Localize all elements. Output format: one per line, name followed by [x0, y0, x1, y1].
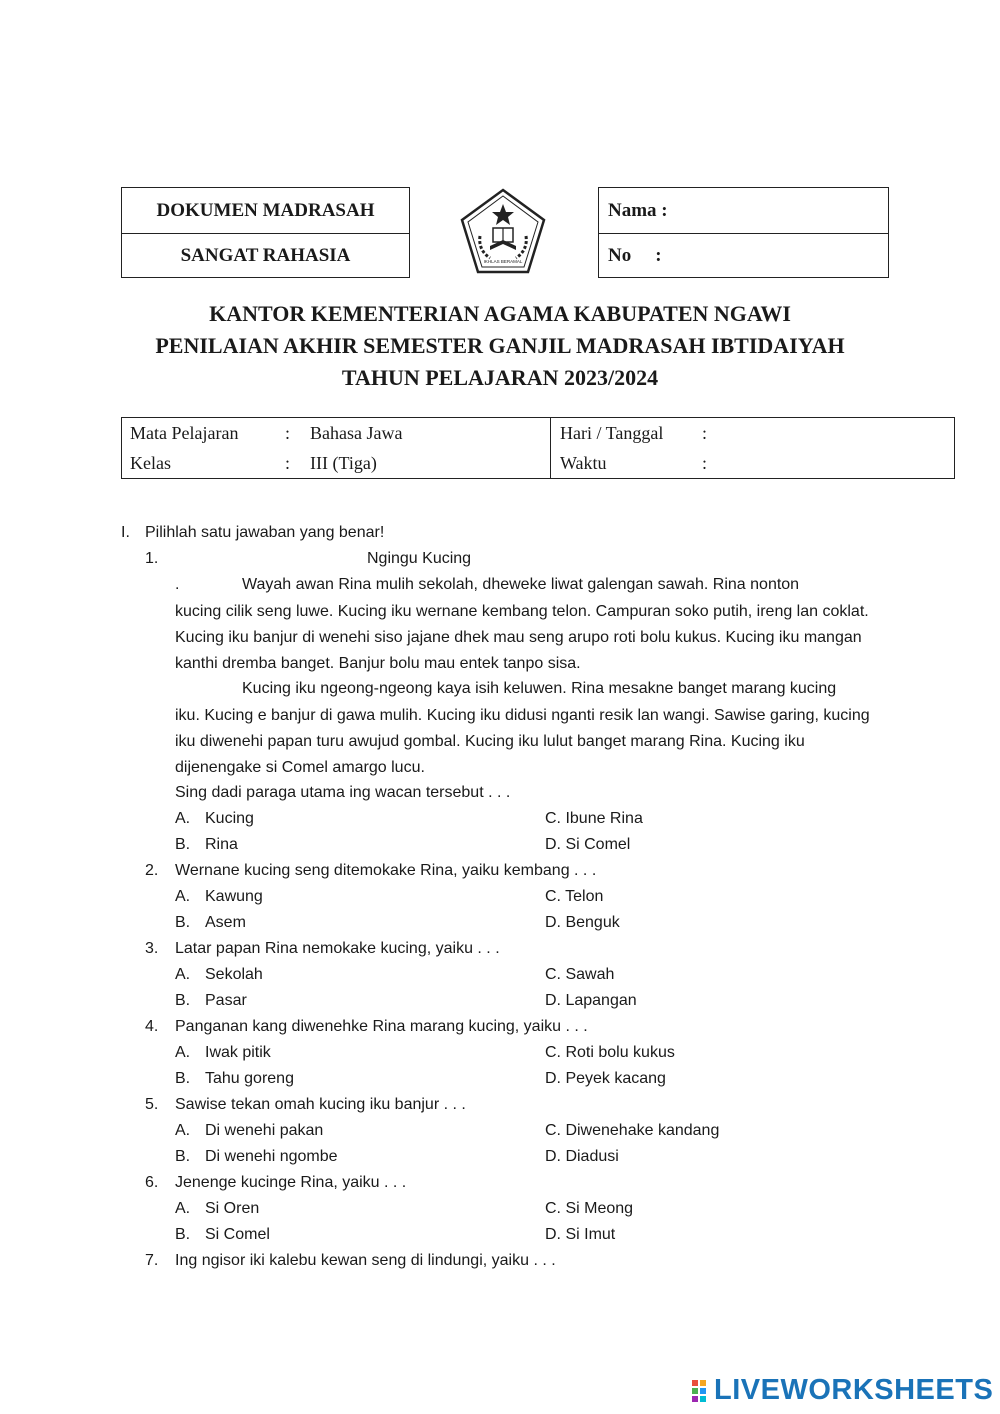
document-status-box: [121, 187, 410, 278]
option-c[interactable]: C. Roti bolu kukus: [545, 1044, 675, 1061]
section-instruction: Pilihlah satu jawaban yang benar!: [145, 524, 385, 541]
question-text: Latar papan Rina nemokake kucing, yaiku . . .: [175, 940, 500, 957]
section-number: I.: [121, 524, 130, 541]
passage-p1-first: Wayah awan Rina mulih sekolah, dheweke liwat galengan sawah. Rina nonton: [242, 576, 800, 593]
question-number: 1.: [145, 550, 159, 567]
question-text: Ing ngisor iki kalebu kewan seng di lindungi, yaiku . . .: [175, 1252, 556, 1269]
option-a[interactable]: Di wenehi pakan: [205, 1122, 324, 1139]
passage-p2-first: Kucing iku ngeong-ngeong kaya isih keluwen. Rina mesakne banget marang kucing: [242, 680, 837, 697]
brand-text: LIVEWORKSHEETS: [714, 1373, 994, 1406]
option-a[interactable]: Sekolah: [205, 966, 263, 983]
question-text: Wernane kucing seng ditemokake Rina, yaiku kembang . . .: [175, 862, 597, 879]
day-date-label: Hari / Tanggal: [560, 423, 664, 443]
time-label: Waktu: [560, 453, 607, 473]
option-c[interactable]: C. Sawah: [545, 966, 615, 983]
class-label: Kelas: [130, 453, 171, 473]
option-a[interactable]: Si Oren: [205, 1200, 260, 1217]
option-c[interactable]: C. Si Meong: [545, 1200, 634, 1217]
doc-label: DOKUMEN MADRASAH: [156, 199, 375, 221]
option-c[interactable]: C. Telon: [545, 888, 604, 905]
subject-value: Bahasa Jawa: [310, 423, 403, 443]
option-d[interactable]: D. Si Comel: [545, 836, 631, 853]
option-b[interactable]: Pasar: [205, 992, 247, 1009]
name-field[interactable]: Nama :: [608, 199, 668, 221]
question-text: Panganan kang diwenehke Rina marang kucing, yaiku . . .: [175, 1018, 588, 1035]
passage-p2-rest: iku. Kucing e banjur di gawa mulih. Kucing iku didusi nganti resik lan wangi. Sawise garing, kucing iku diwenehi papan turu awujud gombal. Kucing iku lulut banget marang Rina. Kucing iku dijenengake si Comel amargo lucu.: [175, 707, 870, 776]
exam-title: PENILAIAN AKHIR SEMESTER GANJIL MADRASAH IBTIDAIYAH: [155, 333, 845, 358]
question-text: Sing dadi paraga utama ing wacan tersebut . . .: [175, 784, 511, 801]
option-d[interactable]: D. Benguk: [545, 914, 620, 931]
option-d[interactable]: D. Si Imut: [545, 1226, 616, 1243]
ministry-emblem-icon: [458, 186, 548, 276]
option-a[interactable]: Kawung: [205, 888, 263, 905]
option-d[interactable]: D. Peyek kacang: [545, 1070, 666, 1087]
option-b[interactable]: Di wenehi ngombe: [205, 1148, 338, 1165]
question-number: 6.: [145, 1174, 159, 1191]
liveworksheets-grid-icon: [692, 1378, 714, 1402]
subject-label: Mata Pelajaran: [130, 423, 239, 443]
option-b[interactable]: Tahu goreng: [205, 1070, 294, 1087]
option-d[interactable]: D. Lapangan: [545, 992, 637, 1009]
question-number: 7.: [145, 1252, 159, 1269]
student-identity-box: [598, 187, 889, 278]
class-value: III (Tiga): [310, 453, 377, 473]
option-c[interactable]: C. Ibune Rina: [545, 810, 643, 827]
option-a[interactable]: Iwak pitik: [205, 1044, 271, 1061]
school-year: TAHUN PELAJARAN 2023/2024: [341, 365, 659, 390]
svg-text:IKHLAS BERAMAL: IKHLAS BERAMAL: [483, 259, 523, 264]
option-b[interactable]: Asem: [205, 914, 246, 931]
passage-p1-rest: kucing cilik seng luwe. Kucing iku wernane kembang telon. Campuran soko putih, ireng lan coklat. Kucing iku banjur di wenehi siso jajane dhek mau seng arupo roti bolu kukus. Kucing iku mangan kanthi dremba banget. Banjur bolu mau entek tanpo sisa.: [175, 603, 869, 672]
option-a[interactable]: Kucing: [205, 810, 254, 827]
question-number: 3.: [145, 940, 159, 957]
exam-info-table: Mata Pelajaran : Bahasa Jawa Kelas : III (Tiga) Hari / Tanggal : Waktu :: [121, 417, 955, 479]
question-number: 4.: [145, 1018, 159, 1035]
number-field[interactable]: No :: [599, 233, 888, 278]
office-title: KANTOR KEMENTERIAN AGAMA KABUPATEN NGAWI: [209, 301, 791, 326]
question-number: 2.: [145, 862, 159, 879]
passage-title: Ngingu Kucing: [367, 550, 472, 567]
option-b[interactable]: Si Comel: [205, 1226, 270, 1243]
option-b[interactable]: Rina: [205, 836, 238, 853]
question-text: Sawise tekan omah kucing iku banjur . . .: [175, 1096, 466, 1113]
question-number: 5.: [145, 1096, 159, 1113]
option-d[interactable]: D. Diadusi: [545, 1148, 619, 1165]
secret-label: SANGAT RAHASIA: [122, 233, 409, 278]
option-c[interactable]: C. Diwenehake kandang: [545, 1122, 720, 1139]
question-text: Jenenge kucinge Rina, yaiku . . .: [175, 1174, 407, 1191]
liveworksheets-logo: [692, 1372, 993, 1408]
